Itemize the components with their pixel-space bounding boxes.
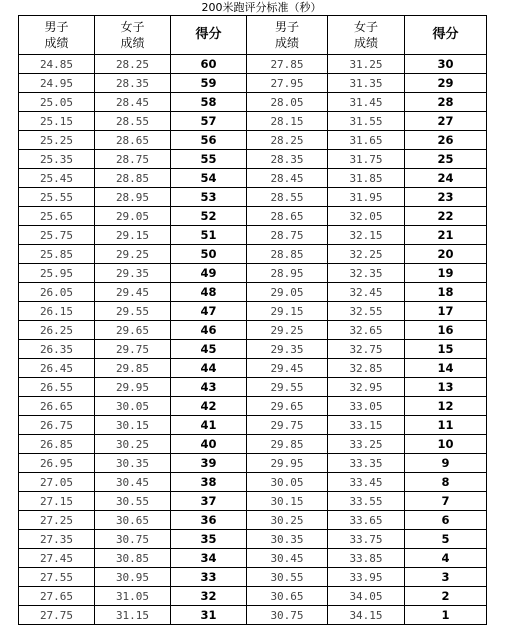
score-cell: 6 [405, 511, 487, 530]
female-result-cell: 32.25 [328, 245, 405, 264]
female-result-cell: 30.15 [95, 416, 171, 435]
female-result-cell: 28.95 [95, 188, 171, 207]
male-result-cell: 25.85 [19, 245, 95, 264]
female-result-cell: 30.55 [95, 492, 171, 511]
table-row [19, 207, 487, 226]
male-result-cell: 27.15 [19, 492, 95, 511]
table-row [19, 112, 487, 131]
female-result-cell: 28.35 [95, 74, 171, 93]
header-male-result: 男子 成绩 [247, 16, 328, 55]
score-cell: 57 [171, 112, 247, 131]
table-row [19, 454, 487, 473]
female-result-cell: 32.15 [328, 226, 405, 245]
male-result-cell: 27.95 [247, 74, 328, 93]
male-result-cell: 29.05 [247, 283, 328, 302]
score-cell: 59 [171, 74, 247, 93]
table-row [19, 416, 487, 435]
table-row [19, 340, 487, 359]
male-result-cell: 26.45 [19, 359, 95, 378]
female-result-cell: 29.15 [95, 226, 171, 245]
male-result-cell: 25.65 [19, 207, 95, 226]
female-result-cell: 31.15 [95, 606, 171, 625]
score-cell: 14 [405, 359, 487, 378]
female-result-cell: 28.65 [95, 131, 171, 150]
male-result-cell: 29.85 [247, 435, 328, 454]
score-cell: 13 [405, 378, 487, 397]
score-cell: 58 [171, 93, 247, 112]
header-female-result: 女子 成绩 [328, 16, 405, 55]
female-result-cell: 32.85 [328, 359, 405, 378]
score-cell: 3 [405, 568, 487, 587]
male-result-cell: 28.15 [247, 112, 328, 131]
female-result-cell: 30.45 [95, 473, 171, 492]
female-result-cell: 33.65 [328, 511, 405, 530]
table-row [19, 511, 487, 530]
male-result-cell: 29.75 [247, 416, 328, 435]
score-cell: 16 [405, 321, 487, 340]
male-result-cell: 30.65 [247, 587, 328, 606]
header-score: 得分 [405, 16, 487, 55]
male-result-cell: 27.25 [19, 511, 95, 530]
male-result-cell: 28.55 [247, 188, 328, 207]
header-male-result: 男子 成绩 [19, 16, 95, 55]
table-row [19, 131, 487, 150]
male-result-cell: 28.75 [247, 226, 328, 245]
table-row [19, 283, 487, 302]
table-row [19, 492, 487, 511]
table-row [19, 397, 487, 416]
male-result-cell: 29.65 [247, 397, 328, 416]
score-cell: 39 [171, 454, 247, 473]
table-row [19, 150, 487, 169]
female-result-cell: 33.95 [328, 568, 405, 587]
female-result-cell: 33.55 [328, 492, 405, 511]
female-result-cell: 31.75 [328, 150, 405, 169]
female-result-cell: 29.45 [95, 283, 171, 302]
female-result-cell: 32.05 [328, 207, 405, 226]
male-result-cell: 30.05 [247, 473, 328, 492]
score-cell: 42 [171, 397, 247, 416]
score-cell: 40 [171, 435, 247, 454]
score-cell: 7 [405, 492, 487, 511]
score-cell: 32 [171, 587, 247, 606]
score-cell: 27 [405, 112, 487, 131]
male-result-cell: 27.65 [19, 587, 95, 606]
female-result-cell: 28.85 [95, 169, 171, 188]
score-cell: 8 [405, 473, 487, 492]
table-row [19, 302, 487, 321]
male-result-cell: 28.95 [247, 264, 328, 283]
male-result-cell: 29.95 [247, 454, 328, 473]
table-row [19, 169, 487, 188]
male-result-cell: 25.15 [19, 112, 95, 131]
table-row [19, 93, 487, 112]
male-result-cell: 26.75 [19, 416, 95, 435]
male-result-cell: 30.55 [247, 568, 328, 587]
female-result-cell: 32.95 [328, 378, 405, 397]
male-result-cell: 24.95 [19, 74, 95, 93]
female-result-cell: 33.25 [328, 435, 405, 454]
male-result-cell: 29.55 [247, 378, 328, 397]
score-cell: 28 [405, 93, 487, 112]
score-cell: 60 [171, 55, 247, 74]
female-result-cell: 30.25 [95, 435, 171, 454]
score-cell: 10 [405, 435, 487, 454]
male-result-cell: 24.85 [19, 55, 95, 74]
female-result-cell: 32.65 [328, 321, 405, 340]
female-result-cell: 31.25 [328, 55, 405, 74]
score-cell: 29 [405, 74, 487, 93]
header-female-result: 女子 成绩 [95, 16, 171, 55]
table-row [19, 359, 487, 378]
male-result-cell: 26.65 [19, 397, 95, 416]
female-result-cell: 30.75 [95, 530, 171, 549]
male-result-cell: 25.05 [19, 93, 95, 112]
table-row [19, 55, 487, 74]
male-result-cell: 27.45 [19, 549, 95, 568]
table-row [19, 188, 487, 207]
score-cell: 20 [405, 245, 487, 264]
male-result-cell: 25.95 [19, 264, 95, 283]
table-row [19, 473, 487, 492]
score-cell: 34 [171, 549, 247, 568]
score-cell: 43 [171, 378, 247, 397]
score-cell: 11 [405, 416, 487, 435]
male-result-cell: 27.55 [19, 568, 95, 587]
female-result-cell: 31.05 [95, 587, 171, 606]
table-header-row [19, 16, 487, 55]
score-cell: 25 [405, 150, 487, 169]
score-cell: 5 [405, 530, 487, 549]
female-result-cell: 33.05 [328, 397, 405, 416]
female-result-cell: 34.05 [328, 587, 405, 606]
male-result-cell: 30.75 [247, 606, 328, 625]
table-row [19, 606, 487, 625]
score-table [18, 15, 487, 625]
female-result-cell: 31.85 [328, 169, 405, 188]
male-result-cell: 28.25 [247, 131, 328, 150]
male-result-cell: 29.45 [247, 359, 328, 378]
male-result-cell: 26.15 [19, 302, 95, 321]
table-row [19, 568, 487, 587]
male-result-cell: 26.85 [19, 435, 95, 454]
score-cell: 33 [171, 568, 247, 587]
female-result-cell: 31.35 [328, 74, 405, 93]
male-result-cell: 25.25 [19, 131, 95, 150]
score-cell: 21 [405, 226, 487, 245]
male-result-cell: 30.25 [247, 511, 328, 530]
female-result-cell: 30.95 [95, 568, 171, 587]
male-result-cell: 27.75 [19, 606, 95, 625]
female-result-cell: 32.35 [328, 264, 405, 283]
table-row [19, 74, 487, 93]
female-result-cell: 32.55 [328, 302, 405, 321]
score-cell: 48 [171, 283, 247, 302]
female-result-cell: 29.95 [95, 378, 171, 397]
score-cell: 38 [171, 473, 247, 492]
female-result-cell: 28.75 [95, 150, 171, 169]
score-cell: 49 [171, 264, 247, 283]
score-cell: 37 [171, 492, 247, 511]
female-result-cell: 28.25 [95, 55, 171, 74]
female-result-cell: 29.05 [95, 207, 171, 226]
table-row [19, 226, 487, 245]
male-result-cell: 25.75 [19, 226, 95, 245]
male-result-cell: 28.05 [247, 93, 328, 112]
table-row [19, 587, 487, 606]
score-cell: 53 [171, 188, 247, 207]
female-result-cell: 28.45 [95, 93, 171, 112]
male-result-cell: 27.35 [19, 530, 95, 549]
male-result-cell: 25.55 [19, 188, 95, 207]
male-result-cell: 27.85 [247, 55, 328, 74]
score-cell: 45 [171, 340, 247, 359]
male-result-cell: 26.25 [19, 321, 95, 340]
score-cell: 12 [405, 397, 487, 416]
male-result-cell: 26.95 [19, 454, 95, 473]
score-cell: 22 [405, 207, 487, 226]
female-result-cell: 29.55 [95, 302, 171, 321]
male-result-cell: 30.45 [247, 549, 328, 568]
score-cell: 1 [405, 606, 487, 625]
score-cell: 51 [171, 226, 247, 245]
female-result-cell: 30.85 [95, 549, 171, 568]
female-result-cell: 28.55 [95, 112, 171, 131]
male-result-cell: 29.25 [247, 321, 328, 340]
score-cell: 2 [405, 587, 487, 606]
male-result-cell: 29.15 [247, 302, 328, 321]
score-cell: 52 [171, 207, 247, 226]
score-cell: 19 [405, 264, 487, 283]
female-result-cell: 30.65 [95, 511, 171, 530]
score-cell: 46 [171, 321, 247, 340]
male-result-cell: 30.15 [247, 492, 328, 511]
score-cell: 30 [405, 55, 487, 74]
male-result-cell: 28.45 [247, 169, 328, 188]
male-result-cell: 28.85 [247, 245, 328, 264]
score-cell: 50 [171, 245, 247, 264]
female-result-cell: 31.55 [328, 112, 405, 131]
female-result-cell: 29.65 [95, 321, 171, 340]
male-result-cell: 26.55 [19, 378, 95, 397]
female-result-cell: 31.95 [328, 188, 405, 207]
score-cell: 47 [171, 302, 247, 321]
male-result-cell: 28.35 [247, 150, 328, 169]
score-cell: 18 [405, 283, 487, 302]
female-result-cell: 30.05 [95, 397, 171, 416]
table-row [19, 264, 487, 283]
female-result-cell: 33.15 [328, 416, 405, 435]
score-cell: 55 [171, 150, 247, 169]
female-result-cell: 33.75 [328, 530, 405, 549]
score-cell: 54 [171, 169, 247, 188]
female-result-cell: 29.85 [95, 359, 171, 378]
score-cell: 17 [405, 302, 487, 321]
score-cell: 36 [171, 511, 247, 530]
table-row [19, 321, 487, 340]
table-body [19, 55, 487, 625]
score-cell: 23 [405, 188, 487, 207]
female-result-cell: 29.25 [95, 245, 171, 264]
male-result-cell: 25.35 [19, 150, 95, 169]
male-result-cell: 25.45 [19, 169, 95, 188]
table-row [19, 530, 487, 549]
female-result-cell: 34.15 [328, 606, 405, 625]
page-title: 200米跑评分标准（秒） [201, 1, 322, 14]
female-result-cell: 31.65 [328, 131, 405, 150]
score-cell: 24 [405, 169, 487, 188]
female-result-cell: 32.45 [328, 283, 405, 302]
female-result-cell: 29.75 [95, 340, 171, 359]
female-result-cell: 29.35 [95, 264, 171, 283]
male-result-cell: 30.35 [247, 530, 328, 549]
male-result-cell: 28.65 [247, 207, 328, 226]
male-result-cell: 29.35 [247, 340, 328, 359]
table-row [19, 245, 487, 264]
male-result-cell: 26.35 [19, 340, 95, 359]
header-score: 得分 [171, 16, 247, 55]
score-cell: 31 [171, 606, 247, 625]
score-cell: 9 [405, 454, 487, 473]
score-cell: 41 [171, 416, 247, 435]
male-result-cell: 26.05 [19, 283, 95, 302]
female-result-cell: 31.45 [328, 93, 405, 112]
score-cell: 35 [171, 530, 247, 549]
female-result-cell: 33.45 [328, 473, 405, 492]
table-row [19, 549, 487, 568]
score-cell: 15 [405, 340, 487, 359]
score-cell: 26 [405, 131, 487, 150]
male-result-cell: 27.05 [19, 473, 95, 492]
score-cell: 4 [405, 549, 487, 568]
score-cell: 44 [171, 359, 247, 378]
score-cell: 56 [171, 131, 247, 150]
female-result-cell: 33.35 [328, 454, 405, 473]
female-result-cell: 33.85 [328, 549, 405, 568]
female-result-cell: 32.75 [328, 340, 405, 359]
table-row [19, 378, 487, 397]
table-row [19, 435, 487, 454]
female-result-cell: 30.35 [95, 454, 171, 473]
